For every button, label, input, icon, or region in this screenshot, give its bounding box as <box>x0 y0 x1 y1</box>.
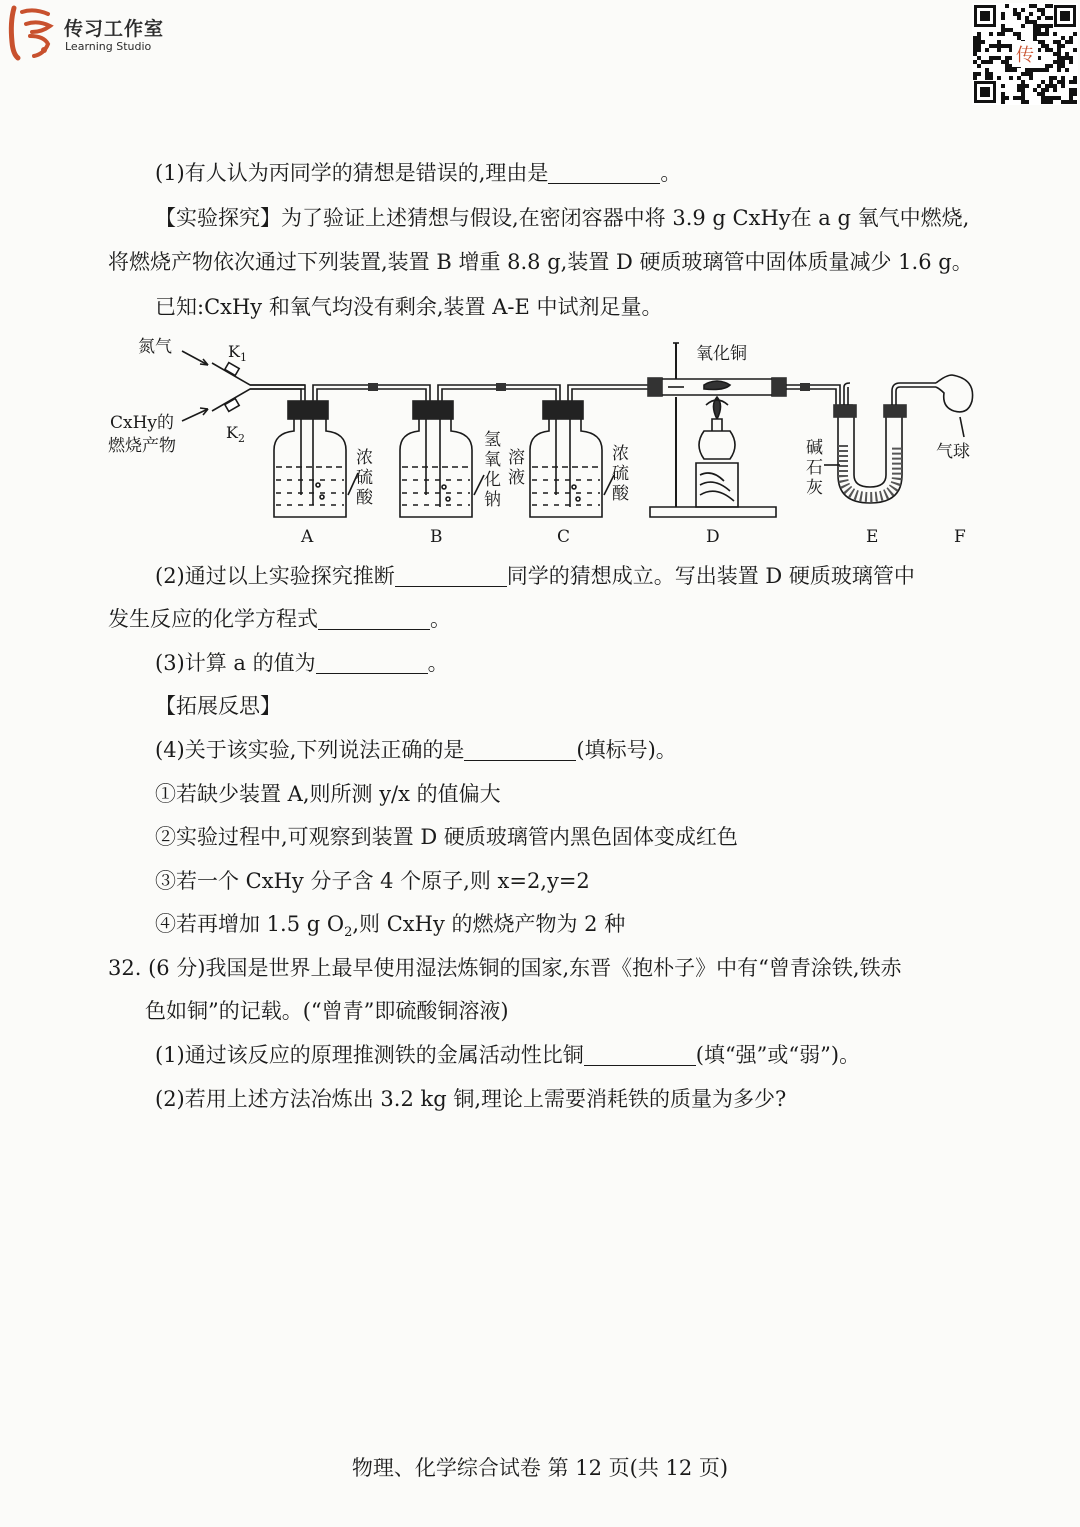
answer-blank[interactable] <box>395 568 507 587</box>
q1-part1 <box>155 158 681 188</box>
q2-line2 <box>108 604 451 634</box>
option-1: ①若缺少装置 A,则所测 y/x 的值偏大 <box>155 782 501 806</box>
reagent-a-1: 浓 <box>356 448 373 468</box>
apparatus-diagram <box>100 335 990 550</box>
qr-center-mark: 传 <box>1016 45 1034 66</box>
studio-logo <box>0 0 180 70</box>
q4-line <box>155 735 677 765</box>
q32-line2: 色如铜”的记载。(“曾青”即硫酸铜溶液) <box>145 999 509 1023</box>
label-e: E <box>866 527 879 547</box>
k2-label: $K_2$ <box>226 423 245 445</box>
q4-text: (4)关于该实验,下列说法正确的是 <box>155 738 465 762</box>
soda-lime-2: 石 <box>806 458 823 478</box>
label-d: D <box>706 527 720 547</box>
brush-logo-icon <box>4 2 56 62</box>
bottle-a <box>274 401 358 517</box>
bottle-c <box>530 401 614 517</box>
soda-lime-3: 灰 <box>806 478 823 498</box>
label-c: C <box>557 527 571 547</box>
k1-label: $K_1$ <box>228 342 247 364</box>
bottle-b <box>400 401 484 517</box>
answer-blank[interactable] <box>464 742 576 761</box>
reagent-c-1: 浓 <box>612 444 629 464</box>
label-f: F <box>954 527 966 547</box>
reflect-heading: 【拓展反思】 <box>155 694 281 718</box>
q4-suffix: (填标号)。 <box>576 738 677 762</box>
option-2: ②实验过程中,可观察到装置 D 硬质玻璃管内黑色固体变成红色 <box>155 825 738 849</box>
option-3: ③若一个 CxHy 分子含 4 个原子,则 x=2,y=2 <box>155 869 590 893</box>
q1-part1-text: (1)有人认为丙同学的猜想是错误的,理由是 <box>155 161 549 185</box>
q3-text: (3)计算 a 的值为 <box>155 651 316 675</box>
valve-k1 <box>225 363 239 376</box>
reagent-b-5: 溶 <box>508 448 525 468</box>
reagent-a-2: 硫 <box>356 468 373 488</box>
qr-code[interactable] <box>972 3 1078 105</box>
option-4-text: ④若再增加 1.5 g O <box>155 912 345 936</box>
explore-line1: 【实验探究】为了验证上述猜想与假设,在密闭容器中将 3.9 g CxHy在 a g 氧气中燃烧, <box>155 206 970 230</box>
nitrogen-arrow <box>182 351 208 365</box>
reagent-b-6: 液 <box>508 468 525 488</box>
option-4-suffix: ,则 CxHy 的燃烧产物为 2 种 <box>352 912 626 936</box>
q2-line1 <box>155 561 915 591</box>
answer-blank[interactable] <box>548 165 660 184</box>
reagent-b-4: 钠 <box>484 490 501 510</box>
q3-line <box>155 648 449 678</box>
q2-line2-suffix: 。 <box>430 607 451 631</box>
explore-line2: 将燃烧产物依次通过下列装置,装置 B 增重 8.8 g,装置 D 硬质玻璃管中固体质量减少 1.6 g。 <box>108 250 973 274</box>
balloon-label: 气球 <box>936 442 970 462</box>
logo-text: 传习工作室 <box>64 18 165 40</box>
reagent-c-3: 酸 <box>612 484 629 504</box>
q32-part2: (2)若用上述方法冶炼出 3.2 kg 铜,理论上需要消耗铁的质量为多少? <box>155 1087 787 1111</box>
balloon-f <box>936 375 973 462</box>
q1-part1-suffix: 。 <box>660 161 682 185</box>
q32-part1-suffix: (填“强”或“弱”)。 <box>695 1043 861 1067</box>
label-a: A <box>301 527 314 547</box>
reagent-b-1: 氢 <box>484 430 501 450</box>
valve-k2 <box>225 399 239 412</box>
device-e-u-tube <box>806 383 936 503</box>
q32-line1: 32. (6 分)我国是世界上最早使用湿法炼铜的国家,东晋《抱朴子》中有“曾青涂铁,铁赤 <box>108 956 902 980</box>
soda-lime-1: 碱 <box>806 438 823 458</box>
q2-line1-suffix: 同学的猜想成立。写出装置 D 硬质玻璃管中 <box>506 564 915 588</box>
q32-part1-text: (1)通过该反应的原理推测铁的金属活动性比铜 <box>155 1043 584 1067</box>
copper-oxide-label: 氧化铜 <box>696 344 747 364</box>
q3-suffix: 。 <box>427 651 449 675</box>
nitrogen-label: 氮气 <box>138 337 172 357</box>
known-conditions: 已知:CxHy 和氧气均没有剩余,装置 A-E 中试剂足量。 <box>155 295 663 319</box>
reagent-c-2: 硫 <box>612 464 629 484</box>
label-b: B <box>430 527 443 547</box>
page-footer: 物理、化学综合试卷 第 12 页(共 12 页) <box>351 1456 729 1480</box>
q2-line2-text: 发生反应的化学方程式 <box>108 607 318 631</box>
reagent-b-2: 氧 <box>484 450 501 470</box>
combustion-label-1: CxHy的 <box>110 413 175 433</box>
answer-blank[interactable] <box>584 1047 696 1066</box>
reagent-b-3: 化 <box>484 470 501 490</box>
answer-blank[interactable] <box>318 611 430 630</box>
answer-blank[interactable] <box>316 655 428 674</box>
q2-line1-text: (2)通过以上实验探究推断 <box>155 564 395 588</box>
reagent-a-3: 酸 <box>356 488 373 508</box>
option-4 <box>155 909 625 948</box>
q32-part1 <box>155 1040 860 1070</box>
logo-subtext: Learning Studio <box>65 40 152 53</box>
combustion-label-2: 燃烧产物 <box>108 436 176 456</box>
option-4-sub: 2 <box>344 925 353 941</box>
